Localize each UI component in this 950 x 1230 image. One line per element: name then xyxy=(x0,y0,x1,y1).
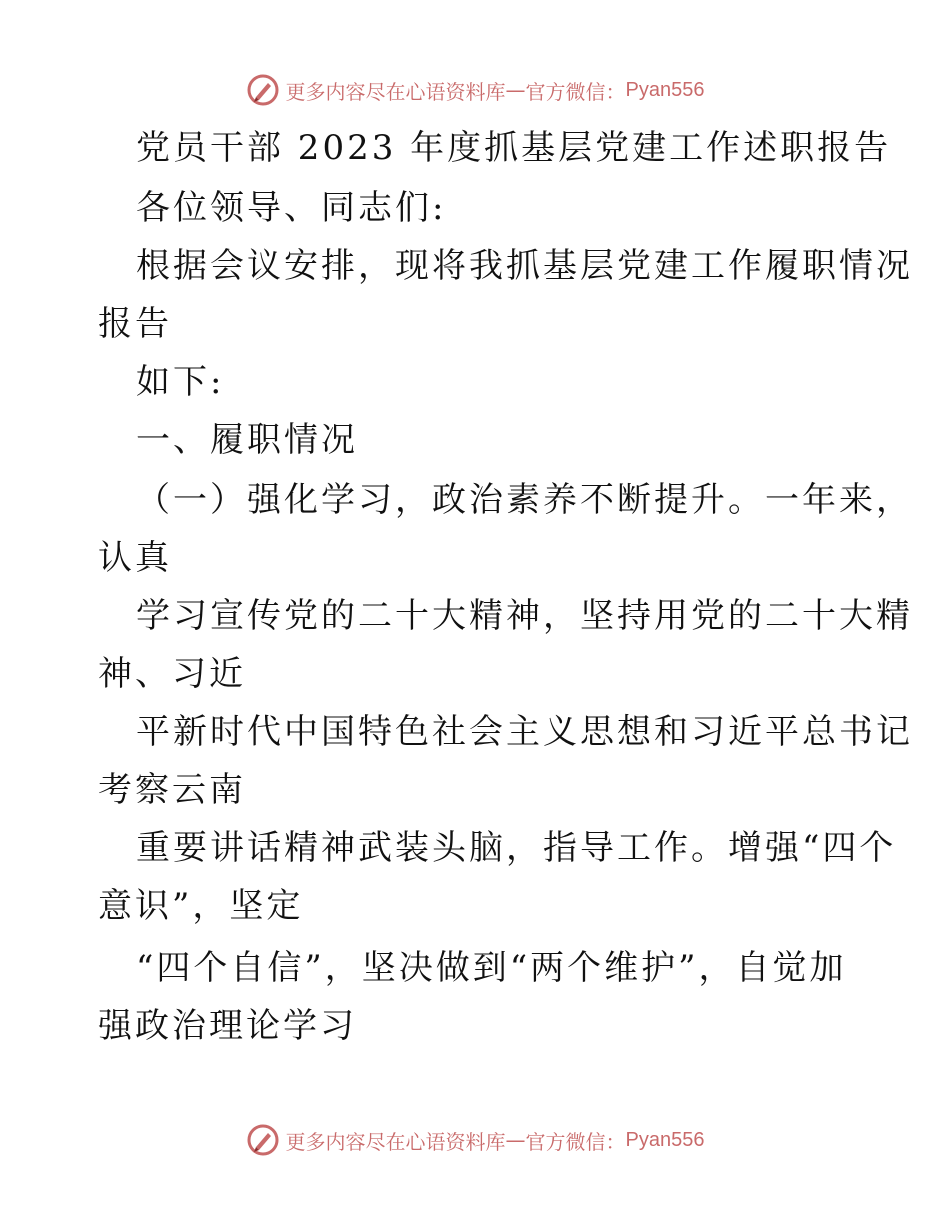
watermark-wechat-id: Pyan556 xyxy=(625,1128,705,1151)
watermark-text: 更多内容尽在心语资料库 xyxy=(285,1129,506,1154)
paragraph-line: 平新时代中国特色社会主义思想和习近平总书记 xyxy=(136,712,913,752)
paragraph-line: 学习宣传党的二十大精神，坚持用党的二十大精 xyxy=(136,596,913,636)
watermark-separator: — xyxy=(505,78,526,102)
pen-logo-icon xyxy=(246,1123,280,1157)
watermark-header xyxy=(0,70,950,110)
watermark-text: 更多内容尽在心语资料库 xyxy=(285,79,506,104)
paragraph-line: 报告 xyxy=(98,304,172,344)
pen-logo-icon xyxy=(246,73,280,107)
paragraph-line: 认真 xyxy=(98,538,172,578)
paragraph-line: 意识”，坚定 xyxy=(98,886,304,926)
paragraph-line: 如下: xyxy=(136,362,225,402)
watermark-separator: — xyxy=(505,1128,526,1152)
paragraph-line: “四个自信”，坚决做到“两个维护”，自觉加 xyxy=(136,948,847,988)
watermark-contact: 官方微信： xyxy=(525,1129,626,1154)
document-title: 党员干部 2023 年度抓基层党建工作述职报告 xyxy=(136,128,892,168)
section-heading: 一、履职情况 xyxy=(136,420,358,460)
paragraph-line: 强政治理论学习 xyxy=(98,1006,357,1046)
subsection-heading: （一）强化学习，政治素养不断提升。一年来， xyxy=(136,480,913,520)
paragraph-line: 重要讲话精神武装头脑，指导工作。增强“四个 xyxy=(136,828,897,868)
watermark-wechat-id: Pyan556 xyxy=(625,78,705,101)
watermark-contact: 官方微信： xyxy=(525,79,626,104)
salutation: 各位领导、同志们: xyxy=(136,188,447,228)
watermark-footer xyxy=(0,1120,950,1160)
paragraph-line: 考察云南 xyxy=(98,770,246,810)
paragraph-line: 神、习近 xyxy=(98,654,246,694)
paragraph-line: 根据会议安排，现将我抓基层党建工作履职情况 xyxy=(136,246,913,286)
